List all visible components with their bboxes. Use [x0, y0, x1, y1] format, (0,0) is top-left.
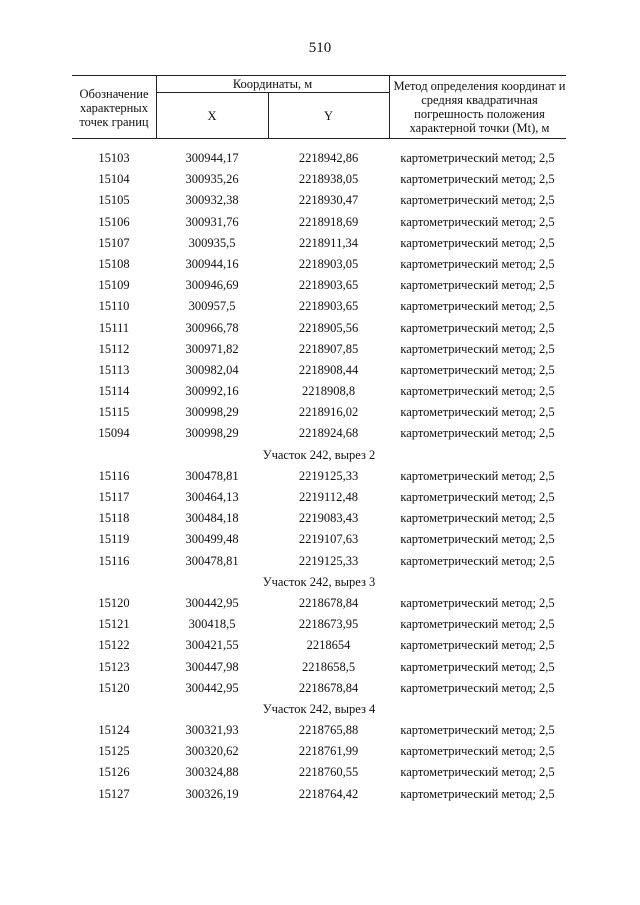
method-cell: картометрический метод; 2,5 — [400, 511, 555, 526]
table-row — [72, 402, 566, 423]
table-row — [72, 678, 566, 699]
coord-y: 2218908,8 — [301, 384, 356, 399]
method-cell: картометрический метод; 2,5 — [400, 532, 555, 547]
method-cell: картометрический метод; 2,5 — [400, 680, 555, 695]
table-row — [72, 423, 566, 444]
coord-x: 300971,82 — [185, 341, 239, 356]
header-divider — [389, 76, 390, 138]
method-cell: картометрический метод; 2,5 — [400, 595, 555, 610]
point-id: 15127 — [98, 786, 130, 801]
coord-x: 300966,78 — [185, 320, 239, 335]
table-row — [72, 190, 566, 211]
method-cell: картометрический метод; 2,5 — [400, 172, 555, 187]
section-title: Участок 242, вырез 3 — [262, 574, 376, 589]
coord-y: 2218903,65 — [298, 278, 359, 293]
coord-y: 2218924,68 — [298, 426, 359, 441]
coord-y: 2218942,86 — [298, 151, 359, 165]
coord-x: 300320,62 — [185, 744, 239, 759]
coord-y: 2218908,44 — [298, 362, 359, 377]
point-id: 15111 — [98, 320, 130, 335]
method-cell: картометрический метод; 2,5 — [400, 617, 555, 632]
table-header — [72, 75, 566, 139]
table-row — [72, 784, 566, 805]
table-row — [72, 318, 566, 339]
method-cell: картометрический метод; 2,5 — [400, 426, 555, 441]
method-cell: картометрический метод; 2,5 — [400, 638, 555, 653]
method-cell: картометрический метод; 2,5 — [400, 256, 555, 271]
coord-x: 300982,04 — [185, 362, 239, 377]
coord-y: 2218658,5 — [301, 659, 356, 674]
table-row — [72, 466, 566, 487]
header-y: Y — [323, 108, 334, 123]
table-row — [72, 148, 566, 169]
coord-y: 2218911,34 — [299, 235, 358, 250]
point-id: 15121 — [98, 617, 130, 632]
table-row — [72, 487, 566, 508]
coord-x: 300321,93 — [185, 723, 239, 738]
point-id: 15094 — [98, 426, 130, 441]
coord-x: 300421,55 — [185, 638, 239, 653]
coord-y: 2218916,02 — [298, 405, 359, 420]
table-row — [72, 508, 566, 529]
point-id: 15112 — [98, 341, 130, 356]
table-row — [72, 762, 566, 783]
method-cell: картометрический метод; 2,5 — [400, 468, 555, 483]
section-title: Участок 242, вырез 2 — [262, 447, 376, 462]
coord-x: 300464,13 — [185, 490, 239, 504]
method-cell: картометрический метод; 2,5 — [400, 278, 555, 293]
coord-x: 300478,81 — [185, 553, 239, 568]
section-heading-row — [72, 699, 566, 720]
coord-y: 2218938,05 — [298, 172, 359, 187]
header-coordinates: Координаты, м — [232, 77, 313, 91]
coord-x: 300442,95 — [185, 680, 239, 695]
coord-x: 300957,5 — [188, 299, 236, 314]
coord-y: 2219112,48 — [299, 490, 358, 504]
section-heading-row — [72, 572, 566, 593]
method-cell: картометрический метод; 2,5 — [400, 235, 555, 250]
coordinates-table-body — [72, 148, 566, 805]
table-row — [72, 593, 566, 614]
coord-y: 2218673,95 — [298, 617, 359, 632]
method-cell: картометрический метод; 2,5 — [400, 362, 555, 377]
point-id: 15104 — [98, 172, 130, 187]
coord-x: 300935,5 — [188, 235, 236, 250]
point-id: 15107 — [98, 235, 130, 250]
header-x: X — [207, 108, 217, 123]
coord-x: 300931,76 — [185, 214, 239, 229]
coord-x: 300998,29 — [185, 426, 239, 441]
point-id: 15124 — [98, 723, 130, 738]
coord-y: 2218930,47 — [298, 193, 359, 208]
table-row — [72, 635, 566, 656]
table-row — [72, 360, 566, 381]
table-row — [72, 233, 566, 254]
coord-y: 2219107,63 — [298, 532, 359, 547]
point-id: 15109 — [98, 278, 130, 293]
coord-y: 2218918,69 — [298, 214, 359, 229]
method-cell: картометрический метод; 2,5 — [400, 214, 555, 229]
coord-y: 2219083,43 — [298, 511, 359, 526]
table-row — [72, 551, 566, 572]
table-row — [72, 720, 566, 741]
point-id: 15108 — [98, 256, 130, 271]
coord-x: 300499,48 — [185, 532, 239, 547]
point-id: 15116 — [98, 468, 130, 483]
coord-x: 300442,95 — [185, 595, 239, 610]
table-row — [72, 657, 566, 678]
table-row — [72, 741, 566, 762]
method-cell: картометрический метод; 2,5 — [400, 490, 555, 504]
point-id: 15105 — [98, 193, 130, 208]
coord-y: 2218678,84 — [298, 595, 359, 610]
point-id: 15110 — [98, 299, 130, 314]
page-number: 510 — [308, 40, 332, 56]
coord-y: 2218903,05 — [298, 256, 359, 271]
point-id: 15120 — [98, 680, 130, 695]
coord-y: 2219125,33 — [298, 468, 359, 483]
point-id: 15119 — [98, 532, 130, 547]
point-id: 15113 — [98, 362, 130, 377]
header-method: Метод определения координат и средняя квадратичная погрешность положения характерной точки (Mt), м — [393, 79, 566, 135]
coord-y: 2218760,55 — [298, 765, 359, 780]
method-cell: картометрический метод; 2,5 — [400, 405, 555, 420]
coord-x: 300484,18 — [185, 511, 239, 526]
point-id: 15106 — [98, 214, 130, 229]
coord-x: 300326,19 — [185, 786, 239, 801]
table-row — [72, 169, 566, 190]
coord-x: 300418,5 — [188, 617, 236, 632]
table-row — [72, 254, 566, 275]
coord-y: 2218765,88 — [298, 723, 359, 738]
point-id: 15120 — [98, 595, 130, 610]
method-cell: картометрический метод; 2,5 — [400, 786, 555, 801]
coord-x: 300944,17 — [185, 151, 239, 165]
method-cell: картометрический метод; 2,5 — [400, 320, 555, 335]
coord-y: 2218907,85 — [298, 341, 359, 356]
header-point-designation: Обозначение характерных точек границ — [79, 87, 149, 129]
point-id: 15123 — [98, 659, 130, 674]
method-cell: картометрический метод; 2,5 — [400, 723, 555, 738]
coord-x: 300946,69 — [185, 278, 239, 293]
point-id: 15126 — [98, 765, 130, 780]
coord-y: 2218764,42 — [298, 786, 359, 801]
point-id: 15118 — [98, 511, 130, 526]
coord-x: 300998,29 — [185, 405, 239, 420]
method-cell: картометрический метод; 2,5 — [400, 553, 555, 568]
coord-x: 300992,16 — [185, 384, 239, 399]
section-title: Участок 242, вырез 4 — [262, 701, 376, 716]
method-cell: картометрический метод; 2,5 — [400, 384, 555, 399]
table-row — [72, 339, 566, 360]
method-cell: картометрический метод; 2,5 — [400, 341, 555, 356]
point-id: 15122 — [98, 638, 130, 653]
point-id: 15125 — [98, 744, 130, 759]
coord-y: 2218654 — [306, 638, 351, 653]
table-row — [72, 212, 566, 233]
point-id: 15103 — [98, 151, 130, 165]
coord-x: 300478,81 — [185, 468, 239, 483]
table-row — [72, 529, 566, 550]
coord-y: 2218905,56 — [298, 320, 359, 335]
table-row — [72, 296, 566, 317]
coord-y: 2218678,84 — [298, 680, 359, 695]
method-cell: картометрический метод; 2,5 — [400, 193, 555, 208]
point-id: 15115 — [98, 405, 130, 420]
coord-x: 300935,26 — [185, 172, 239, 187]
method-cell: картометрический метод; 2,5 — [400, 659, 555, 674]
point-id: 15116 — [98, 553, 130, 568]
method-cell: картометрический метод; 2,5 — [400, 765, 555, 780]
coord-y: 2218903,65 — [298, 299, 359, 314]
coord-y: 2218761,99 — [298, 744, 359, 759]
coord-y: 2219125,33 — [298, 553, 359, 568]
table-row — [72, 614, 566, 635]
table-row — [72, 275, 566, 296]
method-cell: картометрический метод; 2,5 — [400, 744, 555, 759]
coord-x: 300932,38 — [185, 193, 239, 208]
coord-x: 300944,16 — [185, 256, 239, 271]
point-id: 15117 — [98, 490, 130, 504]
method-cell: картометрический метод; 2,5 — [400, 299, 555, 314]
section-heading-row — [72, 445, 566, 466]
coord-x: 300324,88 — [185, 765, 239, 780]
coord-x: 300447,98 — [185, 659, 239, 674]
method-cell: картометрический метод; 2,5 — [400, 151, 555, 165]
point-id: 15114 — [98, 384, 130, 399]
table-row — [72, 381, 566, 402]
